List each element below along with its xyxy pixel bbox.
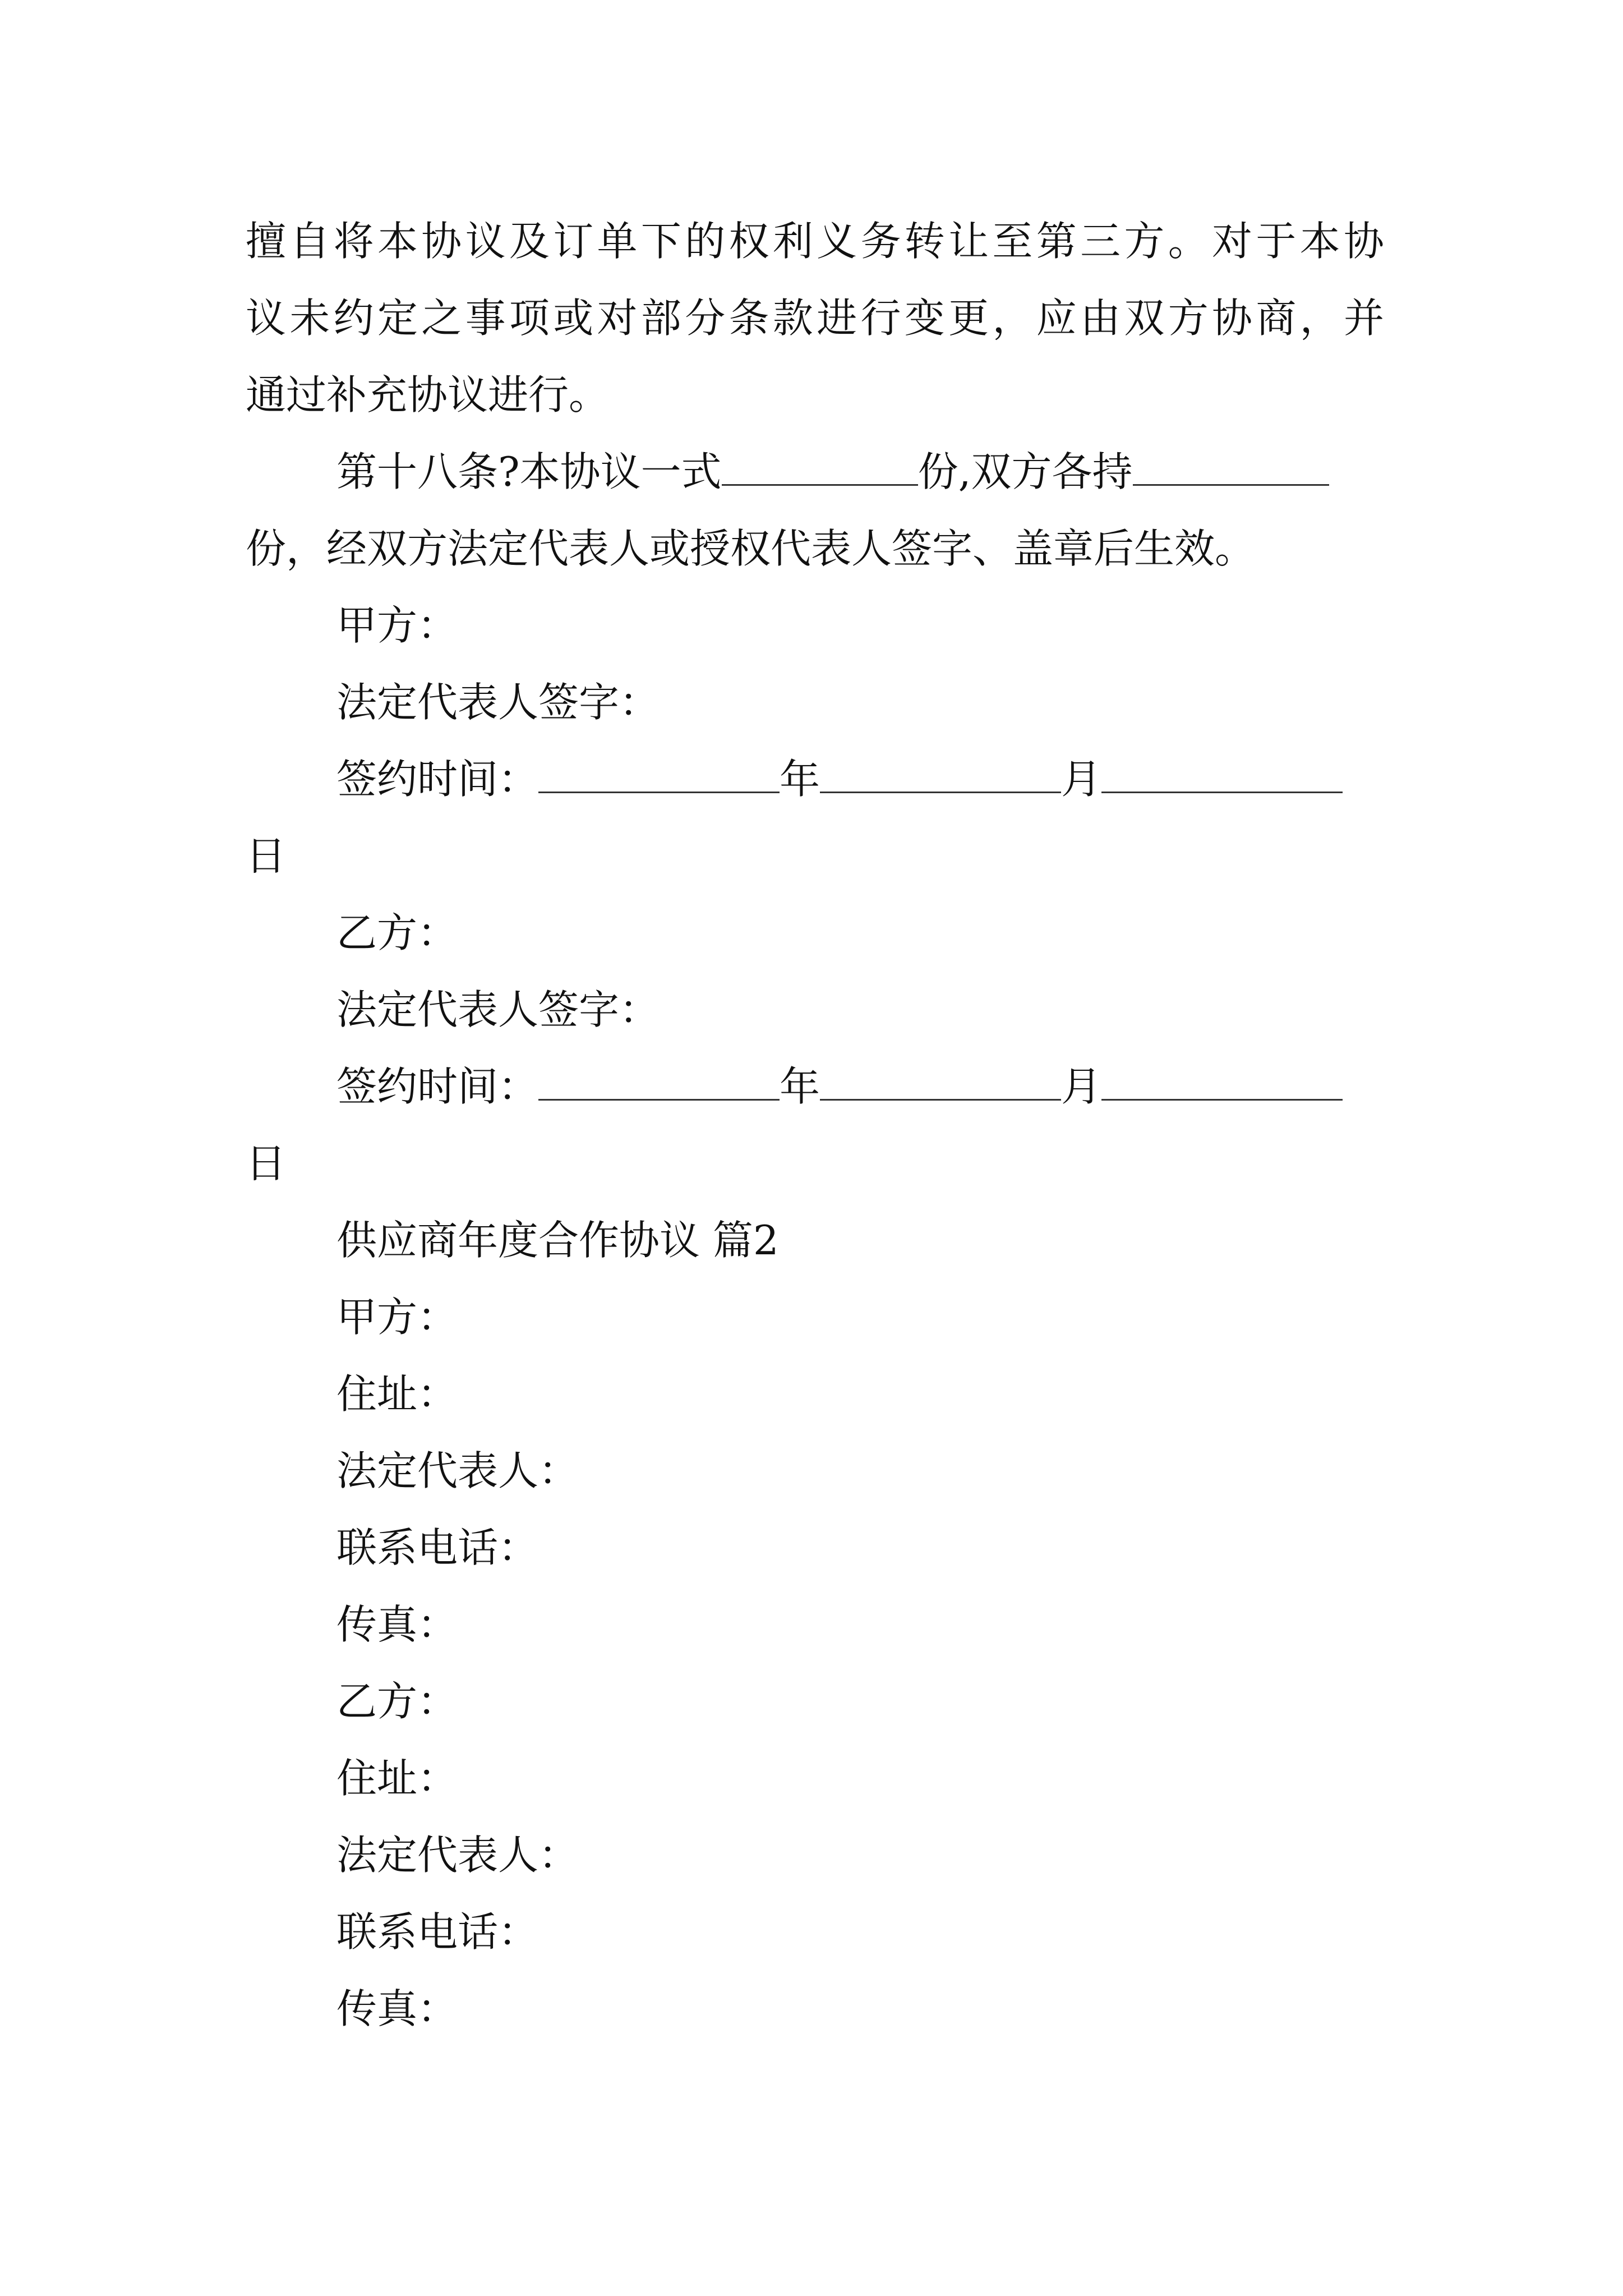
party-b-month-blank	[820, 1062, 1061, 1101]
s2-party-a-fax: 传真：	[336, 1601, 458, 1648]
paragraph-line-1: 擅自将本协议及订单下的权利义务转让至第三方。对于本协	[246, 218, 1384, 265]
party-b-rep-sign-label: 法定代表人签字：	[336, 986, 660, 1033]
article-18-text-a: 第十八条?本协议一式	[336, 448, 722, 495]
s2-party-b-fax: 传真：	[336, 1985, 458, 2032]
s2-party-b-address: 住址：	[336, 1755, 458, 1802]
article-18-text-b: 份,双方各持	[917, 448, 1133, 495]
party-a-date-line	[336, 754, 1343, 804]
party-b-date-label: 签约时间：	[336, 1063, 539, 1110]
party-a-rep-sign-label: 法定代表人签字：	[336, 679, 660, 726]
paragraph-line-2: 议未约定之事项或对部分条款进行变更，应由双方协商，并	[246, 295, 1384, 342]
party-a-label: 甲方：	[336, 602, 458, 649]
section-2-title: 供应商年度合作协议 篇2	[336, 1217, 779, 1264]
party-b-day-blank	[1101, 1062, 1343, 1101]
article-18-line-1	[336, 447, 1329, 497]
party-a-year-blank	[538, 754, 780, 793]
s2-party-b-legal-rep: 法定代表人：	[336, 1832, 579, 1879]
party-b-year-label: 年	[780, 1063, 820, 1110]
party-b-label: 乙方：	[336, 909, 458, 956]
party-b-year-blank	[538, 1062, 780, 1101]
party-a-month-label: 月	[1061, 756, 1102, 803]
s2-party-b-label: 乙方：	[336, 1678, 458, 1725]
party-a-month-blank	[820, 754, 1061, 793]
party-a-date-label: 签约时间：	[336, 756, 539, 803]
party-b-month-label: 月	[1061, 1063, 1102, 1110]
s2-party-b-phone: 联系电话：	[336, 1908, 539, 1955]
party-a-day-label: 日	[246, 832, 287, 880]
copies-each-blank	[1133, 447, 1329, 486]
party-b-day-label: 日	[246, 1140, 287, 1187]
party-a-day-blank	[1101, 754, 1343, 793]
paragraph-line-3: 通过补充协议进行。	[246, 371, 610, 418]
s2-party-a-label: 甲方：	[336, 1294, 458, 1341]
article-18-line-2: 份，经双方法定代表人或授权代表人签字、盖章后生效。	[246, 525, 1256, 572]
party-a-year-label: 年	[780, 756, 820, 803]
s2-party-a-phone: 联系电话：	[336, 1524, 539, 1571]
s2-party-a-legal-rep: 法定代表人：	[336, 1447, 579, 1494]
copies-total-blank	[722, 447, 918, 486]
s2-party-a-address: 住址：	[336, 1370, 458, 1418]
party-b-date-line	[336, 1061, 1343, 1112]
